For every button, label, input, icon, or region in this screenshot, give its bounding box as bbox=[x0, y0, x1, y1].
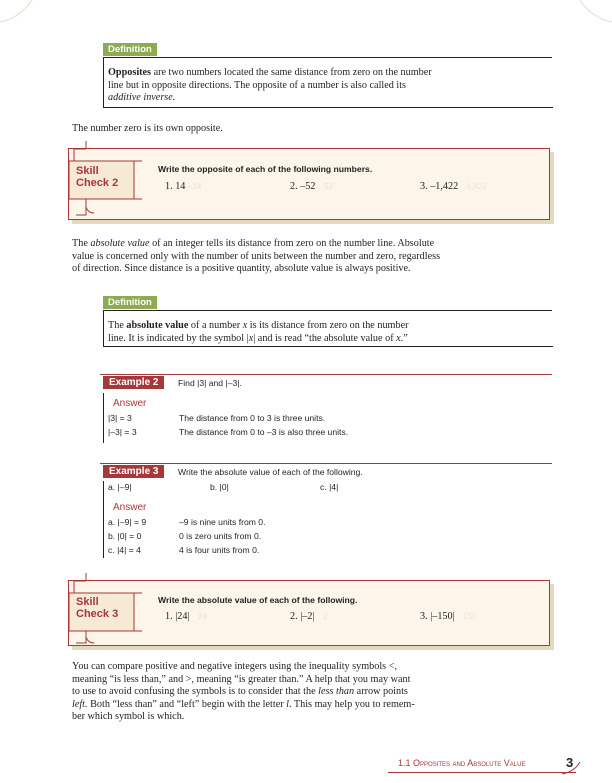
footer-title: Opposites and Absolute Value bbox=[413, 758, 526, 768]
definition-2-line-1: The absolute value of a number x is its distance from zero on the number bbox=[108, 320, 409, 331]
definition-2-top-rule bbox=[103, 310, 552, 311]
term-additive-inverse: additive inverse. bbox=[108, 92, 176, 103]
inequality-paragraph: You can compare positive and negative integers using the inequality symbols <, meaning “is less than,” and >, meaning “is greater than.” A help that you may want to use to avoid confusing the symbols is to consider that the less than arrow points left. Both “less than” and “left” begin with the letter l. This may help you to remem- ber which symbol is which. bbox=[72, 661, 415, 722]
example-2-eq-1: |3| = 3 bbox=[108, 413, 132, 423]
example-2-prompt: Find |3| and |–3|. bbox=[178, 378, 242, 388]
page-number: 3 bbox=[566, 755, 574, 770]
definition-tag: Definition bbox=[103, 43, 157, 56]
example-2-eq-2: |–3| = 3 bbox=[108, 427, 137, 437]
example-3-eq-b: b. |0| = 0 bbox=[108, 531, 142, 541]
footer-section-title bbox=[398, 758, 525, 768]
definition-top-rule bbox=[103, 57, 552, 58]
corner-decoration-top-left bbox=[0, 0, 40, 30]
example-3-answer-label: Answer bbox=[113, 502, 147, 513]
skill-check-2-item-1: 1. 14 –14 bbox=[165, 181, 202, 192]
example-3-prompt: Write the absolute value of each of the following. bbox=[178, 467, 363, 477]
page-number-swoosh-icon bbox=[560, 760, 582, 776]
definition-2-tag: Definition bbox=[103, 296, 157, 309]
skill-check-3-instruction: Write the absolute value of each of the following. bbox=[158, 595, 358, 605]
example-3-tag: Example 3 bbox=[103, 465, 164, 478]
skill-check-2-instruction: Write the opposite of each of the following numbers. bbox=[158, 164, 373, 174]
definition-body: are two numbers located the same distance from zero on the number line but in opposite directions. The opposite of a number is also called its bbox=[108, 67, 432, 91]
footer-section-number: 1.1 bbox=[398, 758, 411, 768]
skill-check-2-item-2: 2. –52 52 bbox=[290, 181, 333, 192]
skill-check-2-label: Skill Check 2 bbox=[76, 165, 119, 189]
example-2-note-2: The distance from 0 to –3 is also three units. bbox=[179, 427, 349, 437]
absolute-value-paragraph: The absolute value of an integer tells its distance from zero on the number line. Absolute value is concerned only with the number of units between the number and zero, regardless of direction. Since distance is a positive quantity, absolute value is always positive. bbox=[72, 238, 441, 274]
term-opposites: Opposites bbox=[108, 67, 152, 78]
skill-check-2-item-3: 3. –1,422 1,422 bbox=[420, 181, 487, 192]
example-3-eq-c: c. |4| = 4 bbox=[108, 545, 141, 555]
corner-decoration-top-right bbox=[572, 0, 612, 30]
definition-opposites-text bbox=[108, 67, 438, 105]
skill-check-3-item-2: 2. |–2| 2 bbox=[290, 611, 328, 622]
definition-2-line-2: line. It is indicated by the symbol |x| and is read “the absolute value of x.” bbox=[108, 333, 408, 344]
example-2-tag: Example 2 bbox=[103, 376, 164, 389]
example-3-item-c: c. |4| bbox=[320, 482, 339, 492]
example-2-left-rule bbox=[103, 393, 104, 443]
skill-check-3-item-1: 1. |24| 24 bbox=[165, 611, 207, 622]
example-3-note-a: –9 is nine units from 0. bbox=[179, 517, 266, 527]
example-2-note-1: The distance from 0 to 3 is three units. bbox=[179, 413, 326, 423]
example-3-top-rule bbox=[100, 463, 552, 464]
example-3-left-rule bbox=[103, 481, 104, 558]
example-3-item-a: a. |–9| bbox=[108, 482, 132, 492]
example-3-note-c: 4 is four units from 0. bbox=[179, 545, 260, 555]
example-3-note-b: 0 is zero units from 0. bbox=[179, 531, 262, 541]
skill-check-3-item-3: 3. |–150| 150 bbox=[420, 611, 477, 622]
example-2-answer-label: Answer bbox=[113, 398, 147, 409]
example-3-item-b: b. |0| bbox=[210, 482, 229, 492]
skill-check-3-label: Skill Check 3 bbox=[76, 596, 119, 620]
zero-own-opposite: The number zero is its own opposite. bbox=[72, 123, 223, 134]
example-2-top-rule bbox=[100, 374, 552, 375]
example-3-eq-a: a. |–9| = 9 bbox=[108, 517, 147, 527]
footer-rule bbox=[388, 772, 576, 773]
